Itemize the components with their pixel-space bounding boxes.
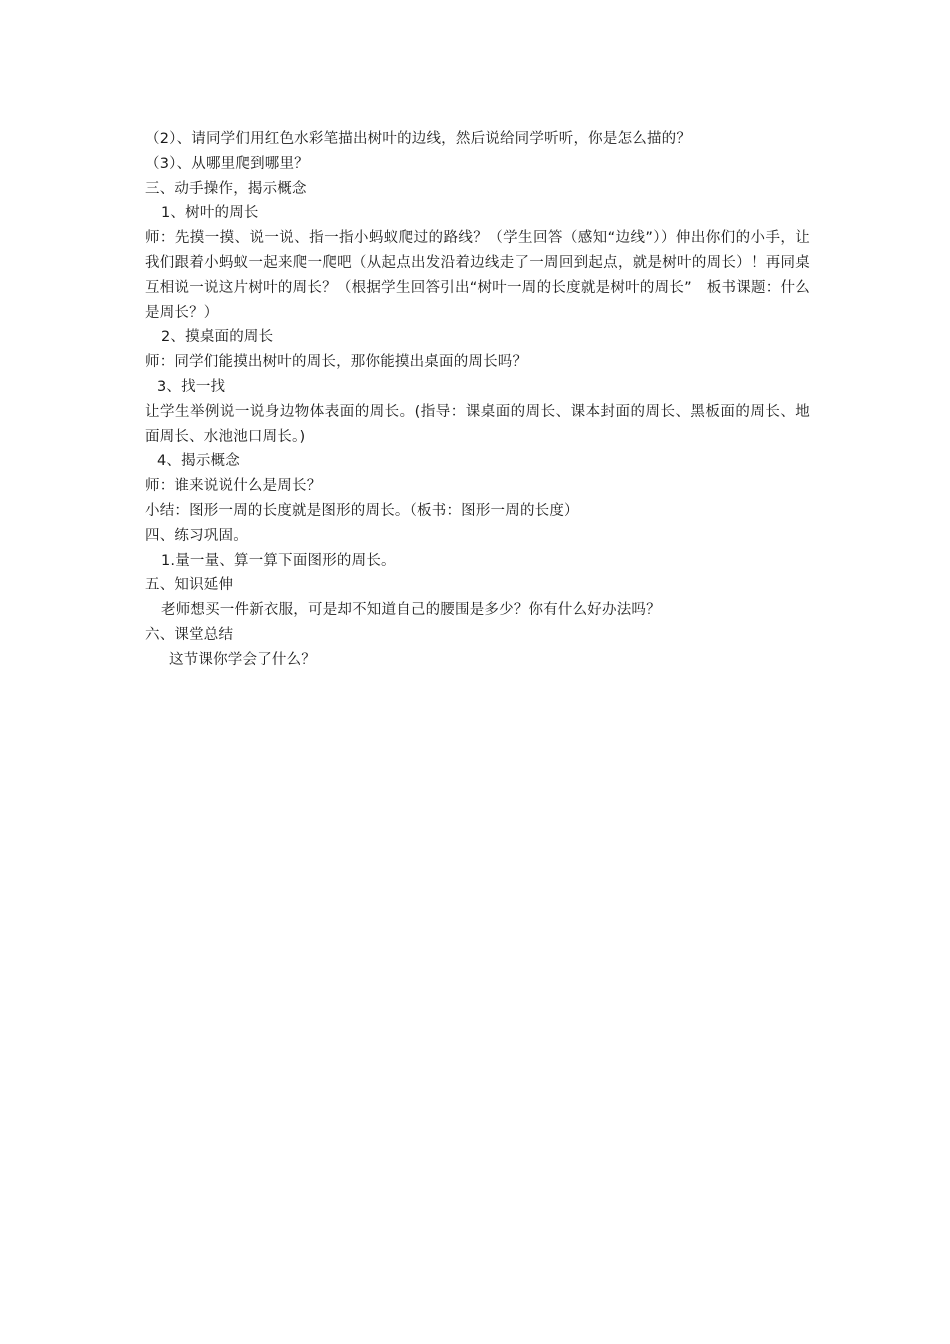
exercise-item: 1.量一量、算一算下面图形的周长。 — [161, 552, 396, 569]
section-5-heading: 五、知识延伸 — [145, 577, 234, 594]
subsection-desk-perimeter: 2、摸桌面的周长 — [161, 329, 274, 346]
step-3-question: （3）、从哪里爬到哪里？ — [145, 155, 309, 172]
section-6-heading: 六、课堂总结 — [145, 626, 234, 643]
step-2-instruction: （2）、请同学们用红色水彩笔描出树叶的边线，然后说给同学听听，你是怎么描的？ — [145, 131, 692, 147]
closing-question: 这节课你学会了什么？ — [169, 651, 316, 668]
section-3-heading: 三、动手操作，揭示概念 — [145, 180, 307, 197]
section-4-heading: 四、练习巩固。 — [145, 527, 248, 544]
teacher-question-concept: 师：谁来说说什么是周长？ — [145, 478, 322, 495]
teacher-question-desk: 师：同学们能摸出树叶的周长，那你能摸出桌面的周长吗？ — [145, 354, 528, 371]
lesson-plan-body — [145, 127, 810, 673]
subsection-find: 3、找一找 — [157, 378, 226, 395]
student-examples-paragraph: 让学生举例说一说身边物体表面的周长。(指导：课桌面的周长、课本封面的周长、黑板面的周长、地面周长、水池池口周长。) — [145, 403, 810, 445]
subsection-leaf-perimeter: 1、树叶的周长 — [161, 205, 259, 222]
summary-line: 小结：图形一周的长度就是图形的周长。（板书：图形一周的长度） — [145, 502, 579, 519]
teacher-paragraph-leaf: 师：先摸一摸、说一说、指一指小蚂蚁爬过的路线？（学生回答（感知“边线”））伸出你们的小手，让我们跟着小蚂蚁一起来爬一爬吧（从起点出发沿着边线走了一周回到起点，就是树叶的周长）！再同桌互相说一说这片树叶的周长？（根据学生回答引出“树叶一周的长度就是树叶的周长” 板书课题：什么是周长？） — [145, 230, 810, 321]
subsection-concept: 4、揭示概念 — [157, 453, 240, 470]
extension-question: 老师想买一件新衣服，可是却不知道自己的腰围是多少？你有什么好办法吗？ — [161, 602, 661, 619]
